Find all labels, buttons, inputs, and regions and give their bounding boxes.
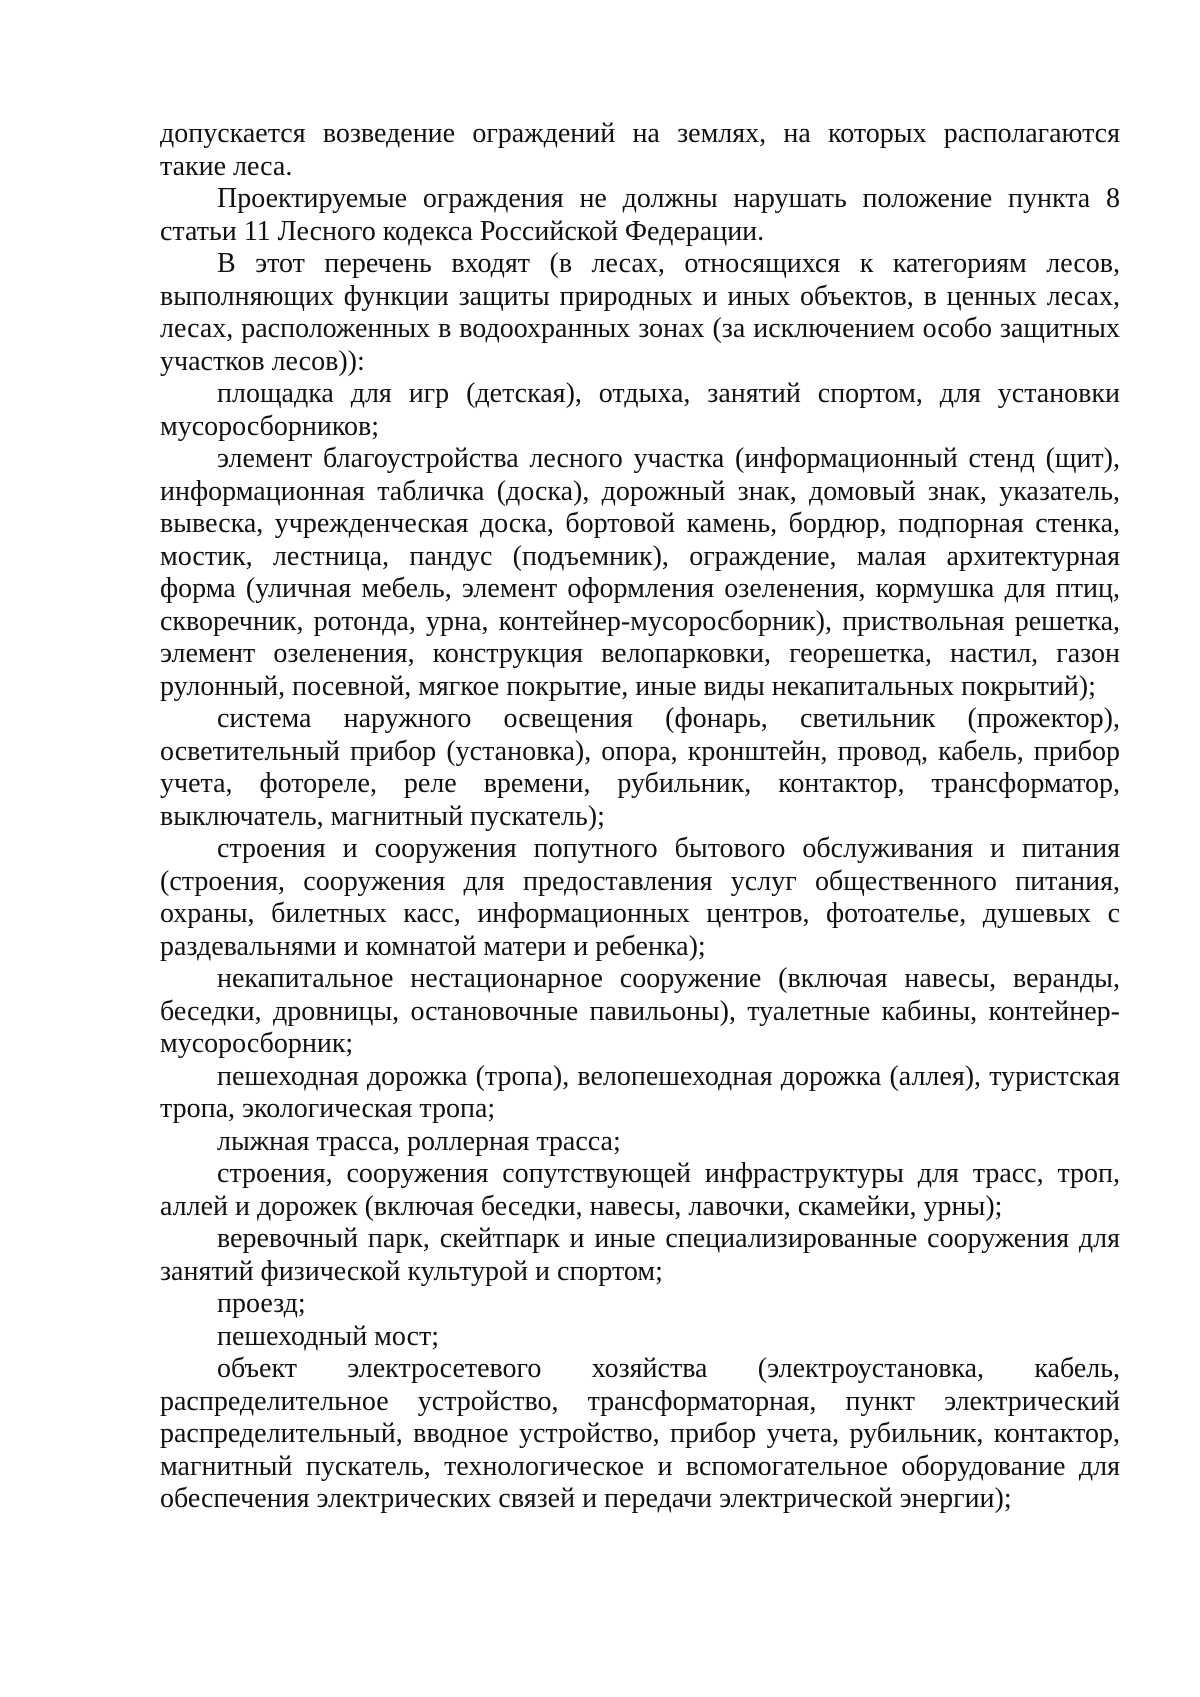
- list-item-service-buildings: строения и сооружения попутного бытового обслуживания и питания (строения, сооружения для предоставления услуг общественного питания, охраны, билетных касс, информационных центров, фотоателье, душевых с раздевальнями и комнатой матери и ребенка);: [160, 833, 1120, 962]
- list-item-sports-facilities: веревочный парк, скейтпарк и иные специализированные сооружения для занятий физической культурой и спортом;: [160, 1223, 1120, 1287]
- list-item-driveway: проезд;: [217, 1288, 306, 1319]
- list-item-paths: пешеходная дорожка (тропа), велопешеходная дорожка (аллея), туристская тропа, экологическая тропа;: [160, 1060, 1120, 1124]
- paragraph-continuation: допускается возведение ограждений на землях, на которых располагаются такие леса.: [160, 118, 1120, 182]
- paragraph-fence-requirements: Проектируемые ограждения не должны нарушать положение пункта 8 статьи 11 Лесного кодекса Российской Федерации.: [160, 183, 1120, 247]
- list-item-lighting: система наружного освещения (фонарь, светильник (прожектор), осветительный прибор (установка), опора, кронштейн, провод, кабель, прибор учета, фотореле, реле времени, рубильник, контактор, трансформатор, выключатель, магнитный пускатель);: [160, 703, 1120, 832]
- list-item-landscaping: элемент благоустройства лесного участка (информационный стенд (щит), информационная табличка (доска), дорожный знак, домовый знак, указатель, вывеска, учрежденческая доска, бортовой камень, бордюр, подпорная стенка, мостик, лестница, пандус (подъемник), ограждение, малая архитектурная форма (уличная мебель, элемент оформления озеленения, кормушка для птиц, скворечник, ротонда, урна, контейнер-мусоросборник), приствольная решетка, элемент озеленения, конструкция велопарковки, георешетка, настил, газон рулонный, посевной, мягкое покрытие, иные виды некапитальных покрытий);: [160, 443, 1120, 702]
- paragraph-list-intro: В этот перечень входят (в лесах, относящихся к категориям лесов, выполняющих функции защиты природных и иных объектов, в ценных лесах, лесах, расположенных в водоохранных зонах (за исключением особо защитных участков лесов)):: [160, 248, 1120, 377]
- list-item-playground: площадка для игр (детская), отдыха, занятий спортом, для установки мусоросборников;: [160, 378, 1120, 442]
- list-item-ski-track: лыжная трасса, роллерная трасса;: [217, 1125, 621, 1157]
- document-body: [160, 118, 1120, 1516]
- list-item-power-grid: объект электросетевого хозяйства (электроустановка, кабель, распределительное устройство, трансформаторная, пункт электрический распределительный, вводное устройство, прибор учета, рубильник, контактор, магнитный пускатель, технологическое и вспомогательное оборудование для обеспечения электрических связей и передачи электрической энергии);: [160, 1353, 1120, 1514]
- list-item-footbridge: пешеходный мост;: [217, 1320, 440, 1352]
- list-item-trail-infrastructure: строения, сооружения сопутствующей инфраструктуры для трасс, троп, аллей и дорожек (включая беседки, навесы, лавочки, скамейки, урны);: [160, 1158, 1120, 1222]
- list-item-temporary-structures: некапитальное нестационарное сооружение (включая навесы, веранды, беседки, дровницы, остановочные павильоны), туалетные кабины, контейнер-мусоросборник;: [160, 963, 1120, 1059]
